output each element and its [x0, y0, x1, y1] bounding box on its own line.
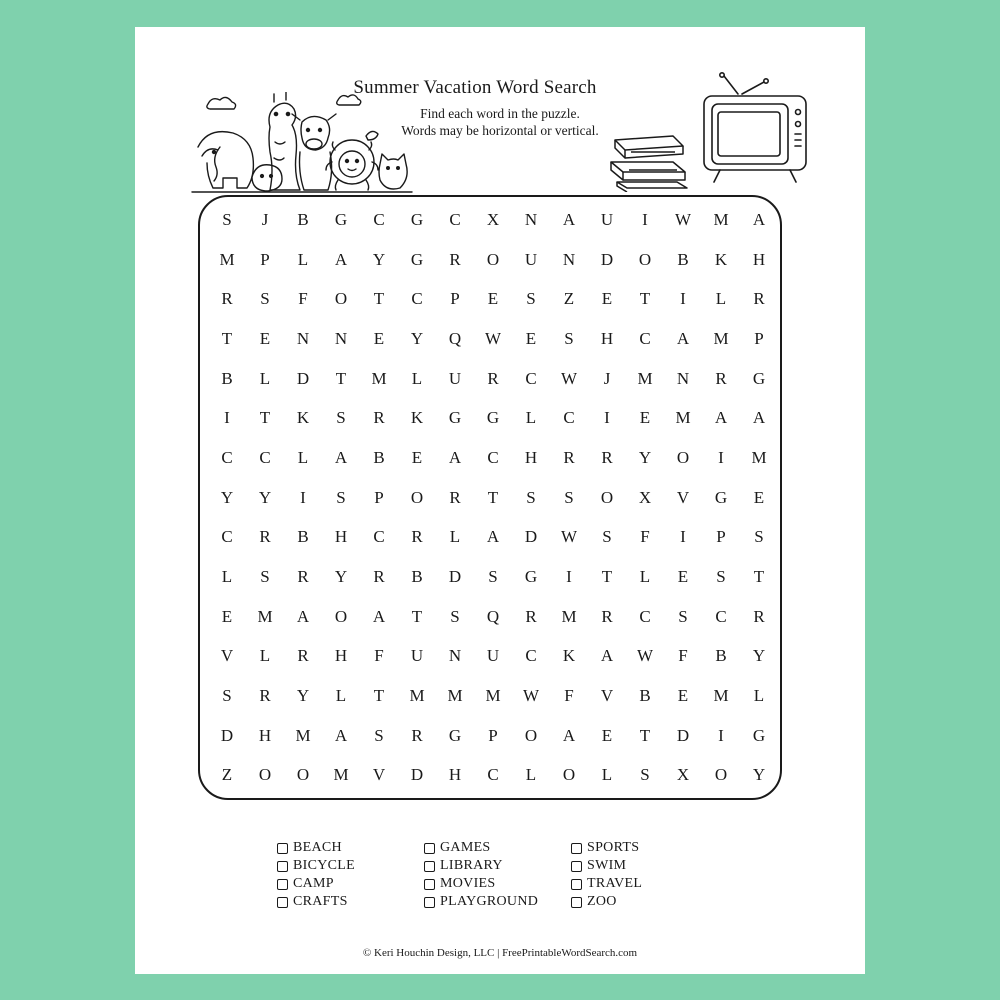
- grid-cell[interactable]: R: [373, 408, 385, 428]
- word-item[interactable]: [424, 839, 571, 857]
- grid-cell[interactable]: G: [486, 408, 500, 428]
- grid-cell[interactable]: L: [639, 567, 651, 587]
- grid-cell[interactable]: L: [259, 368, 271, 388]
- word-item[interactable]: [277, 857, 424, 875]
- grid-cell[interactable]: T: [221, 328, 233, 348]
- grid-cell[interactable]: L: [297, 249, 309, 269]
- grid-cell[interactable]: R: [449, 487, 461, 507]
- grid-cell[interactable]: U: [448, 368, 462, 388]
- word-item[interactable]: [571, 857, 718, 875]
- word-label: TRAVEL: [587, 876, 643, 891]
- grid-cell[interactable]: T: [335, 368, 347, 388]
- grid-cell[interactable]: I: [718, 447, 724, 467]
- grid-cell[interactable]: I: [680, 527, 686, 547]
- letter-grid[interactable]: [208, 200, 778, 795]
- grid-cell[interactable]: N: [448, 646, 462, 666]
- grid-cell[interactable]: P: [374, 487, 384, 507]
- word-label: LIBRARY: [440, 858, 503, 873]
- word-item[interactable]: [424, 875, 571, 893]
- grid-cell[interactable]: S: [450, 606, 460, 626]
- grid-cell[interactable]: B: [297, 209, 309, 229]
- grid-cell[interactable]: C: [563, 408, 575, 428]
- word-item[interactable]: [424, 857, 571, 875]
- grid-cell[interactable]: V: [220, 646, 234, 666]
- grid-cell[interactable]: D: [220, 725, 234, 745]
- grid-cell[interactable]: C: [715, 606, 727, 626]
- grid-cell[interactable]: S: [222, 686, 232, 706]
- grid-cell[interactable]: L: [335, 686, 347, 706]
- grid-cell[interactable]: M: [713, 686, 729, 706]
- grid-cell[interactable]: D: [676, 725, 690, 745]
- word-checkbox[interactable]: [424, 879, 435, 890]
- grid-cell[interactable]: P: [260, 249, 270, 269]
- grid-cell[interactable]: V: [676, 487, 690, 507]
- grid-cell[interactable]: T: [601, 567, 613, 587]
- grid-cell[interactable]: S: [374, 725, 384, 745]
- grid-cell[interactable]: L: [449, 527, 461, 547]
- grid-cell[interactable]: C: [373, 527, 385, 547]
- grid-cell[interactable]: R: [487, 368, 499, 388]
- grid-cell[interactable]: S: [336, 487, 346, 507]
- grid-cell[interactable]: O: [714, 765, 728, 785]
- grid-cell[interactable]: M: [713, 328, 729, 348]
- footer-credit: © Keri Houchin Design, LLC | FreePrintableWordSearch.com: [362, 947, 638, 959]
- grid-cell[interactable]: W: [484, 328, 502, 348]
- grid-cell[interactable]: L: [221, 567, 233, 587]
- grid-cell[interactable]: H: [334, 527, 348, 547]
- grid-cell[interactable]: B: [411, 567, 423, 587]
- grid-cell[interactable]: O: [524, 725, 538, 745]
- grid-cell[interactable]: F: [678, 646, 688, 666]
- grid-cell[interactable]: E: [411, 447, 423, 467]
- grid-cell[interactable]: G: [524, 567, 538, 587]
- grid-cell[interactable]: G: [410, 249, 424, 269]
- grid-cell[interactable]: T: [639, 725, 651, 745]
- grid-cell[interactable]: R: [373, 567, 385, 587]
- grid-cell[interactable]: L: [525, 408, 537, 428]
- grid-cell[interactable]: G: [752, 725, 766, 745]
- grid-cell[interactable]: M: [561, 606, 577, 626]
- grid-cell[interactable]: Y: [220, 487, 234, 507]
- grid-cell[interactable]: B: [297, 527, 309, 547]
- grid-cell[interactable]: C: [221, 527, 233, 547]
- word-item[interactable]: [571, 893, 718, 911]
- word-label: BEACH: [293, 840, 342, 855]
- word-checkbox[interactable]: [424, 843, 435, 854]
- grid-cell[interactable]: Y: [258, 487, 272, 507]
- grid-cell[interactable]: T: [753, 567, 765, 587]
- grid-cell[interactable]: O: [562, 765, 576, 785]
- grid-cell[interactable]: H: [752, 249, 766, 269]
- grid-cell[interactable]: D: [600, 249, 614, 269]
- grid-cell[interactable]: T: [373, 289, 385, 309]
- grid-cell[interactable]: X: [676, 765, 690, 785]
- grid-cell[interactable]: K: [410, 408, 424, 428]
- word-checkbox[interactable]: [571, 861, 582, 872]
- tv-icon: [698, 72, 813, 184]
- grid-cell[interactable]: O: [334, 606, 348, 626]
- instruction-line: Find each word in the puzzle.: [420, 106, 580, 121]
- grid-cell[interactable]: A: [752, 408, 766, 428]
- word-label: SWIM: [587, 858, 627, 873]
- grid-cell[interactable]: I: [642, 209, 648, 229]
- word-label: GAMES: [440, 840, 491, 855]
- grid-cell[interactable]: C: [639, 328, 651, 348]
- grid-cell[interactable]: B: [677, 249, 689, 269]
- grid-cell[interactable]: E: [639, 408, 651, 428]
- grid-cell[interactable]: I: [604, 408, 610, 428]
- grid-cell[interactable]: U: [600, 209, 614, 229]
- word-checkbox[interactable]: [424, 861, 435, 872]
- grid-cell[interactable]: P: [488, 725, 498, 745]
- grid-cell[interactable]: D: [296, 368, 310, 388]
- grid-cell[interactable]: N: [296, 328, 310, 348]
- grid-cell[interactable]: D: [448, 567, 462, 587]
- grid-cell[interactable]: C: [639, 606, 651, 626]
- grid-cell[interactable]: W: [522, 686, 540, 706]
- grid-cell[interactable]: R: [601, 447, 613, 467]
- grid-cell[interactable]: C: [487, 447, 499, 467]
- grid-cell[interactable]: O: [676, 447, 690, 467]
- grid-cell[interactable]: F: [564, 686, 574, 706]
- grid-cell[interactable]: Z: [563, 289, 575, 309]
- word-checkbox[interactable]: [571, 897, 582, 908]
- grid-cell[interactable]: C: [487, 765, 499, 785]
- grid-cell[interactable]: U: [486, 646, 500, 666]
- grid-cell[interactable]: B: [373, 447, 385, 467]
- grid-cell[interactable]: M: [713, 209, 729, 229]
- grid-cell[interactable]: O: [486, 249, 500, 269]
- word-list: [277, 839, 727, 911]
- grid-cell[interactable]: H: [334, 646, 348, 666]
- grid-cell[interactable]: L: [715, 289, 727, 309]
- grid-cell[interactable]: S: [678, 606, 688, 626]
- grid-cell[interactable]: L: [601, 765, 613, 785]
- grid-cell[interactable]: E: [601, 289, 613, 309]
- grid-cell[interactable]: S: [488, 567, 498, 587]
- grid-cell[interactable]: X: [638, 487, 652, 507]
- word-item[interactable]: [277, 839, 424, 857]
- grid-cell[interactable]: M: [675, 408, 691, 428]
- grid-cell[interactable]: R: [563, 447, 575, 467]
- grid-cell[interactable]: B: [715, 646, 727, 666]
- grid-cell[interactable]: M: [637, 368, 653, 388]
- grid-cell[interactable]: N: [524, 209, 538, 229]
- grid-cell[interactable]: R: [297, 567, 309, 587]
- word-label: CAMP: [293, 876, 334, 891]
- grid-cell[interactable]: K: [714, 249, 728, 269]
- grid-cell[interactable]: Y: [372, 249, 386, 269]
- grid-cell[interactable]: T: [639, 289, 651, 309]
- word-checkbox[interactable]: [277, 879, 288, 890]
- grid-cell[interactable]: R: [601, 606, 613, 626]
- grid-cell[interactable]: E: [487, 289, 499, 309]
- grid-cell[interactable]: G: [448, 408, 462, 428]
- grid-cell[interactable]: W: [560, 527, 578, 547]
- grid-cell[interactable]: O: [638, 249, 652, 269]
- grid-cell[interactable]: A: [752, 209, 766, 229]
- grid-cell[interactable]: M: [485, 686, 501, 706]
- grid-cell[interactable]: H: [448, 765, 462, 785]
- grid-cell[interactable]: K: [562, 646, 576, 666]
- grid-cell[interactable]: F: [374, 646, 384, 666]
- grid-cell[interactable]: L: [525, 765, 537, 785]
- word-label: MOVIES: [440, 876, 496, 891]
- grid-cell[interactable]: R: [259, 686, 271, 706]
- grid-cell[interactable]: W: [674, 209, 692, 229]
- grid-cell[interactable]: A: [714, 408, 728, 428]
- grid-cell[interactable]: S: [754, 527, 764, 547]
- grid-cell[interactable]: E: [259, 328, 271, 348]
- grid-cell[interactable]: Y: [410, 328, 424, 348]
- grid-cell[interactable]: J: [261, 209, 269, 229]
- grid-cell[interactable]: L: [259, 646, 271, 666]
- grid-cell[interactable]: E: [677, 686, 689, 706]
- word-column: [571, 839, 718, 911]
- grid-cell[interactable]: Q: [448, 328, 462, 348]
- grid-cell[interactable]: R: [259, 527, 271, 547]
- grid-cell[interactable]: S: [336, 408, 346, 428]
- grid-cell[interactable]: M: [409, 686, 425, 706]
- grid-cell[interactable]: S: [260, 289, 270, 309]
- grid-cell[interactable]: A: [562, 209, 576, 229]
- grid-cell[interactable]: R: [449, 249, 461, 269]
- word-column: [424, 839, 571, 911]
- grid-cell[interactable]: L: [411, 368, 423, 388]
- grid-cell[interactable]: M: [295, 725, 311, 745]
- word-checkbox[interactable]: [277, 897, 288, 908]
- grid-cell[interactable]: A: [486, 527, 500, 547]
- word-item[interactable]: [277, 893, 424, 911]
- grid-cell[interactable]: Q: [486, 606, 500, 626]
- grid-cell[interactable]: F: [640, 527, 650, 547]
- grid-cell[interactable]: H: [600, 328, 614, 348]
- grid-cell[interactable]: J: [603, 368, 611, 388]
- grid-cell[interactable]: M: [371, 368, 387, 388]
- grid-cell[interactable]: Y: [334, 567, 348, 587]
- grid-cell[interactable]: T: [487, 487, 499, 507]
- grid-cell[interactable]: E: [753, 487, 765, 507]
- grid-cell[interactable]: Y: [752, 765, 766, 785]
- word-item[interactable]: [424, 893, 571, 911]
- word-label: CRAFTS: [293, 894, 348, 909]
- grid-cell[interactable]: A: [448, 447, 462, 467]
- grid-cell[interactable]: B: [221, 368, 233, 388]
- grid-cell[interactable]: U: [410, 646, 424, 666]
- grid-cell[interactable]: A: [372, 606, 386, 626]
- instruction-line: Words may be horizontal or vertical.: [401, 123, 599, 138]
- grid-cell[interactable]: G: [410, 209, 424, 229]
- grid-cell[interactable]: X: [486, 209, 500, 229]
- grid-cell[interactable]: T: [259, 408, 271, 428]
- grid-cell[interactable]: C: [373, 209, 385, 229]
- grid-cell[interactable]: S: [526, 289, 536, 309]
- grid-cell[interactable]: A: [296, 606, 310, 626]
- word-checkbox[interactable]: [424, 897, 435, 908]
- grid-cell[interactable]: W: [560, 368, 578, 388]
- grid-cell[interactable]: W: [636, 646, 654, 666]
- instructions: [350, 105, 650, 139]
- grid-cell[interactable]: G: [334, 209, 348, 229]
- grid-cell[interactable]: M: [257, 606, 273, 626]
- grid-cell[interactable]: O: [258, 765, 272, 785]
- word-label: PLAYGROUND: [440, 894, 539, 909]
- grid-cell[interactable]: M: [751, 447, 767, 467]
- grid-cell[interactable]: A: [676, 328, 690, 348]
- grid-cell[interactable]: E: [373, 328, 385, 348]
- grid-cell[interactable]: G: [752, 368, 766, 388]
- grid-cell[interactable]: Z: [221, 765, 233, 785]
- grid-cell[interactable]: H: [258, 725, 272, 745]
- grid-cell[interactable]: C: [525, 646, 537, 666]
- grid-cell[interactable]: I: [680, 289, 686, 309]
- grid-cell[interactable]: S: [222, 209, 232, 229]
- grid-cell[interactable]: P: [450, 289, 460, 309]
- worksheet-page: [135, 27, 865, 974]
- word-item[interactable]: [571, 839, 718, 857]
- grid-cell[interactable]: O: [410, 487, 424, 507]
- word-checkbox[interactable]: [277, 843, 288, 854]
- grid-cell[interactable]: R: [221, 289, 233, 309]
- grid-cell[interactable]: S: [526, 487, 536, 507]
- grid-cell[interactable]: M: [219, 249, 235, 269]
- grid-cell[interactable]: N: [334, 328, 348, 348]
- grid-cell[interactable]: R: [715, 368, 727, 388]
- grid-cell[interactable]: H: [524, 447, 538, 467]
- grid-cell[interactable]: E: [601, 725, 613, 745]
- grid-cell[interactable]: P: [754, 328, 764, 348]
- grid-cell[interactable]: E: [525, 328, 537, 348]
- grid-cell[interactable]: I: [300, 487, 306, 507]
- grid-cell[interactable]: E: [221, 606, 233, 626]
- grid-cell[interactable]: U: [524, 249, 538, 269]
- word-label: SPORTS: [587, 840, 640, 855]
- grid-cell[interactable]: S: [564, 487, 574, 507]
- grid-cell[interactable]: D: [410, 765, 424, 785]
- grid-cell[interactable]: T: [373, 686, 385, 706]
- word-checkbox[interactable]: [571, 879, 582, 890]
- grid-cell[interactable]: D: [524, 527, 538, 547]
- grid-cell[interactable]: R: [297, 646, 309, 666]
- grid-cell[interactable]: M: [447, 686, 463, 706]
- word-column: [277, 839, 424, 911]
- grid-cell[interactable]: I: [224, 408, 230, 428]
- word-checkbox[interactable]: [571, 843, 582, 854]
- grid-cell[interactable]: O: [600, 487, 614, 507]
- grid-cell[interactable]: N: [562, 249, 576, 269]
- grid-cell[interactable]: K: [296, 408, 310, 428]
- grid-cell[interactable]: S: [602, 527, 612, 547]
- grid-cell[interactable]: G: [714, 487, 728, 507]
- grid-cell[interactable]: S: [564, 328, 574, 348]
- grid-cell[interactable]: S: [260, 567, 270, 587]
- grid-cell[interactable]: L: [753, 686, 765, 706]
- grid-cell[interactable]: L: [297, 447, 309, 467]
- grid-cell[interactable]: C: [221, 447, 233, 467]
- grid-cell[interactable]: V: [600, 686, 614, 706]
- grid-cell[interactable]: I: [566, 567, 572, 587]
- grid-cell[interactable]: A: [600, 646, 614, 666]
- grid-cell[interactable]: R: [525, 606, 537, 626]
- grid-cell[interactable]: O: [296, 765, 310, 785]
- grid-cell[interactable]: O: [334, 289, 348, 309]
- grid-cell[interactable]: P: [716, 527, 726, 547]
- grid-cell[interactable]: S: [640, 765, 650, 785]
- grid-cell[interactable]: T: [411, 606, 423, 626]
- grid-cell[interactable]: A: [334, 725, 348, 745]
- page-title: Summer Vacation Word Search: [353, 77, 597, 98]
- grid-cell[interactable]: R: [753, 289, 765, 309]
- grid-cell[interactable]: A: [562, 725, 576, 745]
- books-icon: [607, 132, 697, 192]
- grid-cell[interactable]: R: [411, 527, 423, 547]
- grid-cell[interactable]: Y: [638, 447, 652, 467]
- word-label: ZOO: [587, 894, 617, 909]
- grid-cell[interactable]: E: [677, 567, 689, 587]
- grid-cell[interactable]: C: [525, 368, 537, 388]
- word-item[interactable]: [277, 875, 424, 893]
- grid-cell[interactable]: C: [449, 209, 461, 229]
- grid-cell[interactable]: B: [639, 686, 651, 706]
- grid-cell[interactable]: R: [753, 606, 765, 626]
- grid-cell[interactable]: Y: [752, 646, 766, 666]
- word-label: BICYCLE: [293, 858, 355, 873]
- grid-cell[interactable]: A: [334, 447, 348, 467]
- grid-cell[interactable]: V: [372, 765, 386, 785]
- grid-cell[interactable]: I: [718, 725, 724, 745]
- grid-cell[interactable]: C: [259, 447, 271, 467]
- grid-cell[interactable]: N: [676, 368, 690, 388]
- grid-cell[interactable]: A: [334, 249, 348, 269]
- grid-cell[interactable]: Y: [296, 686, 310, 706]
- grid-cell[interactable]: G: [448, 725, 462, 745]
- grid-cell[interactable]: S: [716, 567, 726, 587]
- grid-cell[interactable]: F: [298, 289, 308, 309]
- word-item[interactable]: [571, 875, 718, 893]
- word-checkbox[interactable]: [277, 861, 288, 872]
- grid-cell[interactable]: C: [411, 289, 423, 309]
- grid-cell[interactable]: M: [333, 765, 349, 785]
- grid-cell[interactable]: R: [411, 725, 423, 745]
